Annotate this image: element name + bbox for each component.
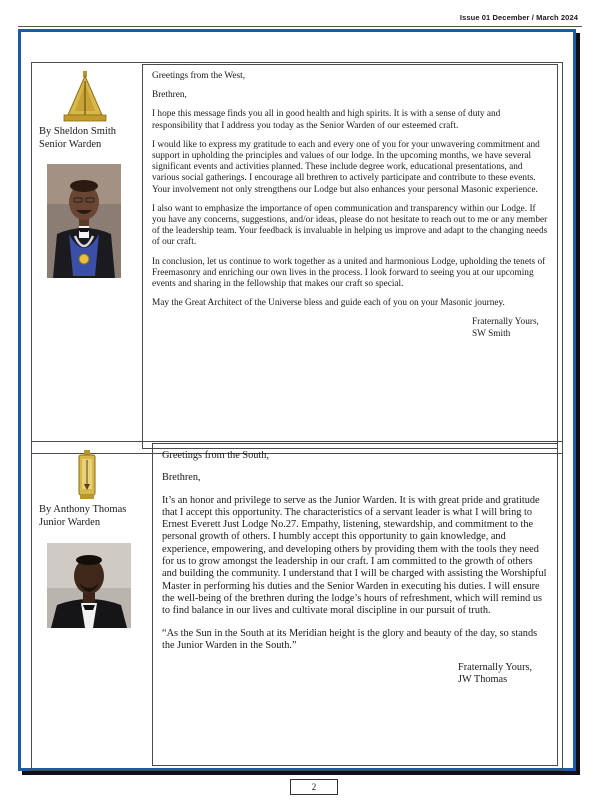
plumb-jewel-icon xyxy=(76,450,98,500)
page-frame xyxy=(18,29,576,771)
header-rule xyxy=(18,26,582,27)
page-number: 2 xyxy=(290,779,338,795)
letter-paragraph: I hope this message finds you all in good health and high spirits. It is with a sense of duty and responsibility that I address you today as the Senior Warden of our esteemed craft. xyxy=(152,109,501,131)
junior-warden-portrait-image xyxy=(47,543,131,628)
letter-paragraph: It’s an honor and privilege to serve as the Junior Warden. It is with great pride and gratitude that I accept this opportunity. The characteristics of a servant leader is what I will bring to Ernest Everett Just Lodge No.27. Empathy, listening, stewardship, and commitment to the personal growth of others. I humbly accept this opportunity to gain knowledge, and experience, empowering, and developing others by providing them with the tools they need for us to grow amongst the leadership in our craft. I am committed to the growth of others and building the community. I understand that I will be charged with assisting the Worshipful Master in performing his duties and the Senior Warden in executing his duties. I will ensure the well-being of the brethren during the lodge’s hours of refreshment, which will remind us to find balance in our lives and cultivate moral discipline in our pursuit of truth. xyxy=(162,494,547,617)
senior-warden-sidebar xyxy=(32,63,142,453)
letter-closing: Fraternally Yours, xyxy=(472,317,539,328)
letter-signature: SW Smith xyxy=(472,328,511,339)
letter-signature: JW Thomas xyxy=(458,674,508,686)
senior-warden-portrait xyxy=(47,164,121,278)
senior-warden-portrait-image xyxy=(47,164,121,278)
senior-warden-title: Senior Warden xyxy=(39,138,102,150)
junior-warden-letter xyxy=(152,443,558,766)
senior-warden-name: By Sheldon Smith xyxy=(39,126,117,137)
letter-paragraph: I would like to express my gratitude to each and every one of you for your unwavering commitment and support in upholding the principles and values of our lodge. In the upcoming months, we have several significant events and activities planned. These include degree work, educational presentations, and various social gatherings. I encourage all brethren to actively participate and contribute to these events. Your involvement not only strengthens our Lodge but also enhances your personal Masonic experience. xyxy=(152,139,540,195)
letter-salutation: Brethren, xyxy=(152,90,187,101)
issue-date: Issue 01 December / March 2024 xyxy=(459,13,578,22)
letter-signoff xyxy=(458,662,549,687)
senior-warden-section xyxy=(31,62,563,454)
letter-greeting: Greetings from the South, xyxy=(162,450,269,461)
letter-paragraph: I also want to emphasize the importance of open communication and transparency within our Lodge. If you have any concerns, suggestions, and/or ideas, please do not hesitate to reach out to me or any member of the leadership team. Your feedback is invaluable in helping us improve and adapt to the changing needs of our craft. xyxy=(152,203,548,248)
letter-greeting: Greetings from the West, xyxy=(152,71,246,81)
junior-warden-portrait xyxy=(47,543,131,628)
senior-warden-letter xyxy=(142,64,558,449)
junior-warden-name: By Anthony Thomas xyxy=(39,504,127,515)
junior-warden-byline xyxy=(39,504,126,529)
letter-quote: “As the Sun in the South at its Meridian height is the glory and beauty of the day, so stands the Junior Warden in the South.” xyxy=(162,627,538,651)
senior-warden-byline xyxy=(39,126,116,151)
junior-warden-title: Junior Warden xyxy=(39,516,101,528)
junior-warden-sidebar xyxy=(32,442,142,770)
level-jewel-icon xyxy=(62,71,108,123)
letter-signoff xyxy=(472,317,549,339)
letter-salutation: Brethren, xyxy=(162,472,201,484)
letter-closing: Fraternally Yours, xyxy=(458,662,533,674)
junior-warden-section xyxy=(31,441,563,771)
letter-paragraph: In conclusion, let us continue to work together as a united and harmonious Lodge, upholding the tenets of Freemasonry and enriching our own lives in the process. I look forward to seeing you at our upcoming events and sharing in the fellowship that makes our craft so special. xyxy=(152,256,546,290)
letter-paragraph: May the Great Architect of the Universe bless and guide each of you on your Masonic journey. xyxy=(152,298,505,309)
